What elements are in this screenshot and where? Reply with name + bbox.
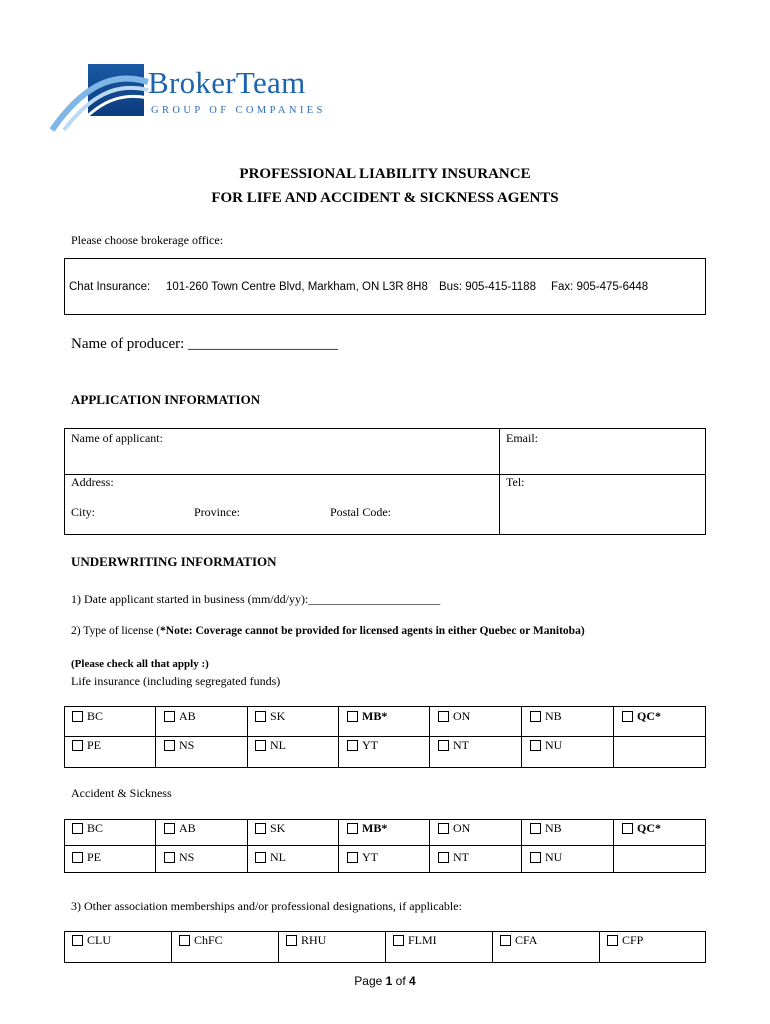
designations-grid: [64, 931, 706, 963]
checkbox-icon[interactable]: [438, 852, 449, 863]
checkbox-icon[interactable]: [347, 852, 358, 863]
checkbox-icon[interactable]: [72, 740, 83, 751]
address-label[interactable]: Address:: [71, 475, 114, 489]
checkbox-icon[interactable]: [72, 852, 83, 863]
as-checkbox-ns[interactable]: NS: [164, 850, 194, 865]
logo-name: BrokerTeam: [148, 65, 306, 100]
applicant-name-label[interactable]: Name of applicant:: [71, 431, 163, 445]
checkbox-icon[interactable]: [72, 935, 83, 946]
checkbox-icon[interactable]: [255, 740, 266, 751]
checkbox-icon[interactable]: [622, 823, 633, 834]
life-checkbox-pe[interactable]: PE: [72, 738, 101, 753]
as-checkbox-qc[interactable]: QC*: [622, 821, 661, 836]
as-checkbox-nl[interactable]: NL: [255, 850, 286, 865]
accident-sickness-label: Accident & Sickness: [71, 786, 172, 800]
as-checkbox-mb[interactable]: MB*: [347, 821, 387, 836]
life-checkbox-ns[interactable]: NS: [164, 738, 194, 753]
as-checkbox-ab[interactable]: AB: [164, 821, 196, 836]
checkbox-icon[interactable]: [179, 935, 190, 946]
checkbox-icon[interactable]: [164, 711, 175, 722]
checkbox-icon[interactable]: [438, 711, 449, 722]
as-checkbox-bc[interactable]: BC: [72, 821, 103, 836]
business-start-date-field[interactable]: 1) Date applicant started in business (mm/dd/yy):______________________: [71, 592, 441, 606]
checkbox-icon[interactable]: [255, 823, 266, 834]
brokerage-prompt: Please choose brokerage office:: [71, 233, 224, 247]
as-checkbox-nt[interactable]: NT: [438, 850, 469, 865]
brokerage-office-box[interactable]: [64, 258, 706, 315]
life-checkbox-nu[interactable]: NU: [530, 738, 562, 753]
life-checkbox-bc[interactable]: BC: [72, 709, 103, 724]
checkbox-icon[interactable]: [622, 711, 633, 722]
as-checkbox-sk[interactable]: SK: [255, 821, 285, 836]
life-checkbox-mb[interactable]: MB*: [347, 709, 387, 724]
life-checkbox-nb[interactable]: NB: [530, 709, 562, 724]
checkbox-icon[interactable]: [530, 852, 541, 863]
checkbox-icon[interactable]: [164, 852, 175, 863]
checkbox-icon[interactable]: [255, 711, 266, 722]
license-type-prefix: 2) Type of license (: [71, 625, 161, 637]
form-title-line2: FOR LIFE AND ACCIDENT & SICKNESS AGENTS: [211, 190, 559, 206]
tel-label[interactable]: Tel:: [506, 475, 525, 489]
designation-checkbox-cfa[interactable]: CFA: [500, 933, 537, 948]
as-checkbox-on[interactable]: ON: [438, 821, 470, 836]
checkbox-icon[interactable]: [530, 711, 541, 722]
office-fax: Fax: 905-475-6448: [551, 281, 649, 293]
checkbox-icon[interactable]: [500, 935, 511, 946]
postal-code-label[interactable]: Postal Code:: [330, 505, 392, 519]
bridge-arc-icon: [50, 60, 150, 135]
city-label[interactable]: City:: [71, 505, 96, 519]
license-type-note: *Note: Coverage cannot be provided for licensed agents in either Quebec or Manitoba): [160, 625, 585, 637]
checkbox-icon[interactable]: [607, 935, 618, 946]
as-checkbox-yt[interactable]: YT: [347, 850, 378, 865]
brokerteam-logo: [50, 60, 330, 135]
check-all-instruction: (Please check all that apply :): [71, 658, 209, 670]
life-checkbox-qc[interactable]: QC*: [622, 709, 661, 724]
checkbox-icon[interactable]: [164, 823, 175, 834]
as-checkbox-nb[interactable]: NB: [530, 821, 562, 836]
life-insurance-label: Life insurance (including segregated funds): [71, 674, 281, 688]
as-checkbox-pe[interactable]: PE: [72, 850, 101, 865]
life-insurance-province-grid: [64, 706, 706, 768]
as-checkbox-nu[interactable]: NU: [530, 850, 562, 865]
checkbox-icon[interactable]: [255, 852, 266, 863]
life-checkbox-sk[interactable]: SK: [255, 709, 285, 724]
office-address: 101-260 Town Centre Blvd, Markham, ON L3R 8H8: [166, 281, 428, 293]
checkbox-icon[interactable]: [530, 823, 541, 834]
checkbox-icon[interactable]: [347, 711, 358, 722]
designation-checkbox-chfc[interactable]: ChFC: [179, 933, 223, 948]
checkbox-icon[interactable]: [530, 740, 541, 751]
form-title-line1: PROFESSIONAL LIABILITY INSURANCE: [239, 166, 531, 182]
life-checkbox-nl[interactable]: NL: [255, 738, 286, 753]
designation-checkbox-rhu[interactable]: RHU: [286, 933, 326, 948]
life-checkbox-ab[interactable]: AB: [164, 709, 196, 724]
memberships-question: 3) Other association memberships and/or professional designations, if applicable:: [71, 899, 462, 913]
accident-sickness-province-grid: [64, 819, 706, 873]
province-label[interactable]: Province:: [194, 505, 240, 519]
life-checkbox-on[interactable]: ON: [438, 709, 470, 724]
designation-checkbox-clu[interactable]: CLU: [72, 933, 111, 948]
page-number: Page 1 of 4: [354, 974, 416, 988]
office-name: Chat Insurance:: [69, 281, 151, 293]
license-type-question: [71, 625, 585, 637]
checkbox-icon[interactable]: [393, 935, 404, 946]
life-checkbox-nt[interactable]: NT: [438, 738, 469, 753]
office-bus-phone: Bus: 905-415-1188: [439, 281, 536, 293]
logo-tagline: GROUP OF COMPANIES: [151, 105, 326, 116]
application-table: [64, 428, 706, 535]
checkbox-icon[interactable]: [438, 823, 449, 834]
producer-name-field[interactable]: Name of producer: ____________________: [71, 336, 339, 352]
checkbox-icon[interactable]: [438, 740, 449, 751]
designation-checkbox-flmi[interactable]: FLMI: [393, 933, 437, 948]
checkbox-icon[interactable]: [347, 740, 358, 751]
application-heading: APPLICATION INFORMATION: [71, 392, 261, 407]
checkbox-icon[interactable]: [347, 823, 358, 834]
email-label[interactable]: Email:: [506, 431, 538, 445]
checkbox-icon[interactable]: [72, 711, 83, 722]
underwriting-heading: UNDERWRITING INFORMATION: [71, 554, 277, 569]
checkbox-icon[interactable]: [72, 823, 83, 834]
checkbox-icon[interactable]: [286, 935, 297, 946]
life-checkbox-yt[interactable]: YT: [347, 738, 378, 753]
designation-checkbox-cfp[interactable]: CFP: [607, 933, 643, 948]
checkbox-icon[interactable]: [164, 740, 175, 751]
